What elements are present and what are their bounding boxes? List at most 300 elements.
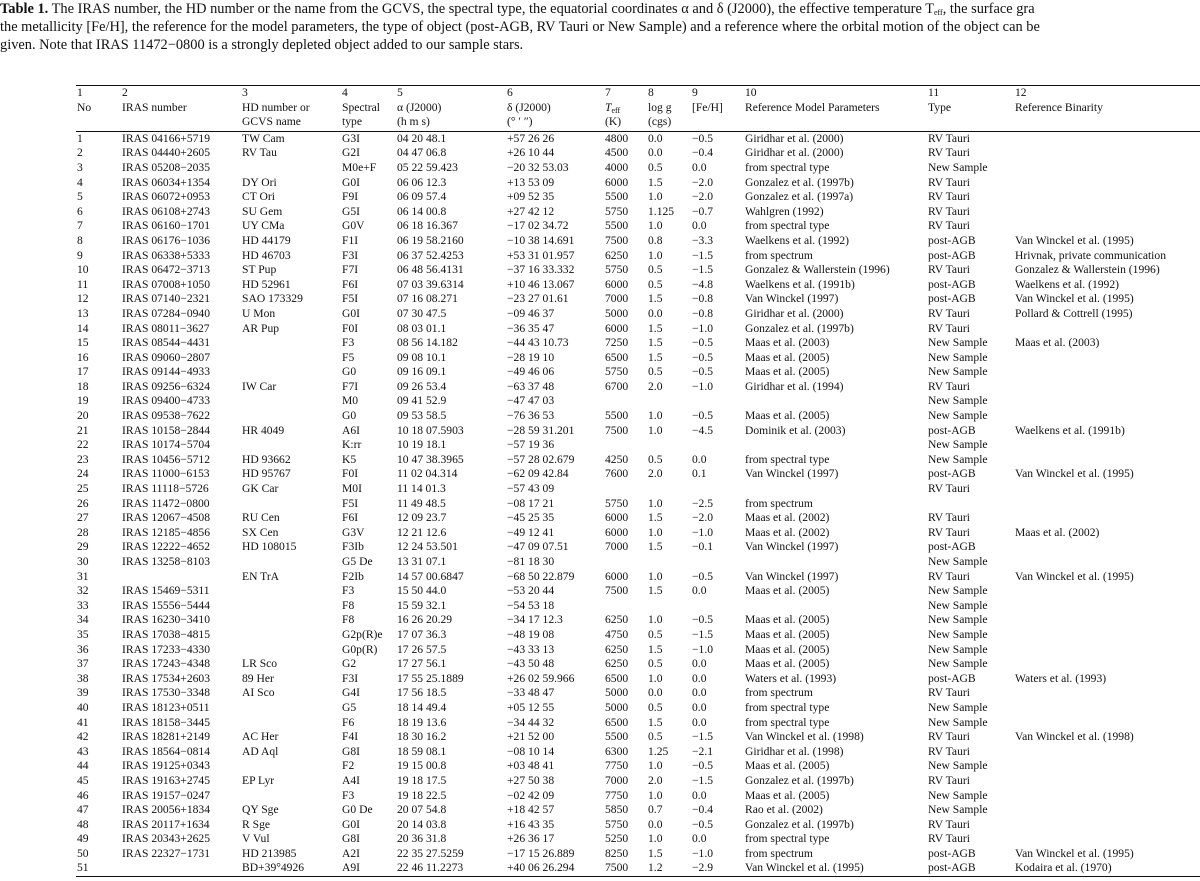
table-cell: 5000 [605, 686, 629, 700]
column-header [927, 101, 1014, 116]
table-cell: 1.0 [648, 496, 663, 510]
table-cell: post-AGB [928, 423, 976, 437]
table-cell: +21 52 00 [507, 730, 555, 744]
table-cell: from spectrum [745, 846, 813, 860]
table-cell: 09 16 09.1 [397, 365, 447, 379]
table-cell: from spectral type [745, 832, 830, 846]
table-cell: −34 17 12.3 [507, 613, 563, 627]
table-cell: 0.0 [648, 686, 663, 700]
table-cell: −1.5 [692, 263, 714, 277]
column-header-text: T [605, 100, 612, 114]
table-cell: 1.0 [648, 409, 663, 423]
table-cell: Gonzalez & Wallerstein (1996) [1015, 263, 1160, 277]
table-cell [241, 628, 341, 643]
table-row [76, 219, 1200, 234]
table-cell: −62 09 42.84 [507, 467, 569, 481]
table-cell: K5 [342, 452, 357, 466]
table-cell: New Sample [928, 613, 988, 627]
table-cell: Van Winckel et al. (1995) [1015, 569, 1134, 583]
table-cell: 11 [77, 277, 89, 291]
table-cell: IRAS 09538−7622 [122, 409, 211, 423]
table-cell: 0.0 [692, 452, 707, 466]
table-cell: F3I [342, 671, 359, 685]
table-cell: 06 48 56.4131 [397, 263, 464, 277]
table-cell: A4I [342, 773, 361, 787]
table-cell: −48 19 08 [507, 627, 555, 641]
table-row [76, 146, 1200, 161]
table-cell: +18 42 57 [507, 803, 555, 817]
column-subheader: (cgs) [647, 115, 691, 131]
table-cell: 0.5 [648, 700, 663, 714]
table-cell: −54 53 18 [507, 598, 555, 612]
table-cell: New Sample [928, 657, 988, 671]
table-cell: +13 53 09 [507, 175, 555, 189]
table-cell: New Sample [928, 394, 988, 408]
table-cell: −3.3 [692, 233, 714, 247]
table-cell: −28 19 10 [507, 350, 555, 364]
table-cell: 18 30 16.2 [397, 730, 447, 744]
column-number: 1 [76, 86, 121, 101]
table-cell: 28 [77, 525, 89, 539]
table-cell: 09 41 52.9 [397, 394, 447, 408]
table-cell: Waelkens et al. (1992) [1015, 277, 1120, 291]
table-cell: 7500 [604, 861, 647, 876]
table-cell: −17 02 34.72 [507, 219, 569, 233]
table-cell [691, 438, 744, 453]
table-row [76, 832, 1200, 847]
column-number: 6 [506, 86, 604, 101]
table-cell: 2.0 [648, 379, 663, 393]
table-cell: IRAS 18564−0814 [122, 744, 211, 758]
table-cell: 6000 [605, 511, 629, 525]
table-cell: 17 26 57.5 [397, 642, 447, 656]
table-cell: 1.0 [648, 525, 663, 539]
table-cell [744, 438, 927, 453]
table-cell: −0.5 [692, 613, 714, 627]
table-row [76, 613, 1200, 628]
table-cell: RV Tauri [928, 569, 970, 583]
table-cell: Maas et al. (2005) [745, 642, 830, 656]
table-cell: post-AGB [928, 248, 976, 262]
table-cell: 26 [77, 496, 89, 510]
table-row [76, 599, 1200, 614]
table-cell: 4500 [605, 146, 629, 160]
table-cell: 17 55 25.1889 [397, 671, 464, 685]
table-cell: RV Tauri [928, 511, 970, 525]
table-cell: 6500 [605, 350, 629, 364]
table-row [76, 628, 1200, 643]
table-cell: 22 46 11.2273 [396, 861, 506, 876]
table-row [76, 380, 1200, 395]
table-cell: Maas et al. (2005) [745, 584, 830, 598]
table-cell: 48 [77, 817, 89, 831]
table-cell: 19 18 22.5 [397, 788, 447, 802]
table-cell: 4750 [605, 627, 629, 641]
table-cell: 10 47 38.3965 [397, 452, 464, 466]
table-cell [1014, 438, 1200, 453]
table-cell: IRAS 11118−5726 [122, 482, 209, 496]
table-row [76, 555, 1200, 570]
column-number: 8 [647, 86, 691, 101]
table-cell: 20 36 31.8 [397, 832, 447, 846]
table-cell: +53 31 01.957 [507, 248, 575, 262]
table-cell: F9I [342, 190, 359, 204]
table-cell: Dominik et al. (2003) [745, 423, 846, 437]
table-cell: −49 46 06 [507, 365, 555, 379]
table-cell: G8I [342, 832, 361, 846]
table-cell [1014, 176, 1200, 191]
table-row [76, 424, 1200, 439]
table-cell: 3 [77, 160, 83, 174]
table-cell: A2I [342, 846, 361, 860]
table-cell: 6250 [605, 613, 629, 627]
table-cell: Waelkens et al. (1991b) [745, 277, 855, 291]
table-cell [744, 599, 927, 614]
table-cell: R Sge [242, 817, 271, 831]
table-cell: IRAS 04440+2605 [122, 146, 211, 160]
table-cell: +26 36 17 [507, 832, 555, 846]
table-cell: 5250 [605, 832, 629, 846]
table-cell: Kodaira et al. (1970) [1014, 861, 1200, 876]
table-cell: RV Tauri [928, 686, 970, 700]
table-cell: 42 [77, 730, 89, 744]
table-caption [0, 0, 1200, 54]
table-cell: 38 [77, 671, 89, 685]
table-cell: 16 26 20.29 [397, 613, 453, 627]
table-cell: −1.0 [692, 321, 714, 335]
table-cell: Wahlgren (1992) [745, 204, 824, 218]
table-cell: IRAS 10456−5712 [122, 452, 211, 466]
table-cell: IRAS 15556−5444 [122, 598, 211, 612]
table-cell: −0.5 [692, 350, 714, 364]
table-row [76, 570, 1200, 585]
table-cell: −43 33 13 [507, 642, 555, 656]
table-cell: post-AGB [927, 861, 1014, 876]
table-cell [744, 482, 927, 497]
column-number: 5 [396, 86, 506, 101]
table-cell [1014, 380, 1200, 395]
table-row [76, 511, 1200, 526]
table-cell [1014, 131, 1200, 146]
table-cell: IRAS 07140−2321 [122, 292, 211, 306]
table-cell: −1.5 [692, 248, 714, 262]
table-label: Table 1. [0, 1, 49, 17]
table-cell [241, 643, 341, 658]
table-row [76, 263, 1200, 278]
table-cell: 5500 [605, 190, 629, 204]
table-cell: 05 22 59.423 [397, 160, 458, 174]
column-header-text: HD number or [242, 100, 310, 114]
table-cell: post-AGB [928, 233, 976, 247]
table-cell: G3I [342, 131, 361, 145]
table-cell: 41 [77, 715, 89, 729]
table-cell: Van Winckel et al. (1998) [1015, 730, 1134, 744]
table-cell: AC Her [242, 730, 279, 744]
table-cell [1014, 803, 1200, 818]
table-cell: 1.5 [648, 584, 663, 598]
column-subheader [121, 115, 241, 131]
table-cell: 44 [77, 759, 89, 773]
table-cell: 11 02 04.314 [397, 467, 458, 481]
table-cell: F8 [342, 598, 355, 612]
table-cell: RV Tau [242, 146, 277, 160]
table-cell: 0.7 [648, 803, 663, 817]
table-cell: 34 [77, 613, 89, 627]
table-cell: −47 09 07.51 [507, 540, 569, 554]
column-header [121, 101, 241, 116]
table-cell: 1.0 [648, 219, 663, 233]
table-cell: 09 53 58.5 [397, 409, 447, 423]
table-cell [1014, 219, 1200, 234]
table-cell: 45 [77, 773, 89, 787]
table-row [76, 176, 1200, 191]
table-cell: −1.5 [692, 730, 714, 744]
table-cell: RV Tauri [928, 525, 970, 539]
table-row [76, 657, 1200, 672]
table-cell: 1.5 [648, 540, 663, 554]
table-cell: −4.5 [692, 423, 714, 437]
column-header [341, 101, 396, 116]
table-cell: Gonzalez et al. (1997b) [745, 773, 854, 787]
table-cell: 0.5 [648, 452, 663, 466]
table-row [76, 526, 1200, 541]
table-cell: EN TrA [242, 569, 280, 583]
table-cell [241, 394, 341, 409]
table-cell: 47 [77, 803, 89, 817]
table-cell: F3 [342, 584, 355, 598]
table-cell: 06 18 16.367 [397, 219, 458, 233]
table-cell: 8250 [605, 846, 629, 860]
table-cell: 06 06 12.3 [397, 175, 447, 189]
table-cell [241, 716, 341, 731]
table-cell: −1.0 [692, 525, 714, 539]
table-cell: 14 57 00.6847 [397, 569, 464, 583]
table-cell: 31 [77, 569, 89, 583]
table-cell [241, 365, 341, 380]
table-cell: 0.1 [692, 467, 707, 481]
caption-text-1: The IRAS number, the HD number or the name from the GCVS, the spectral type, the equatorial coordinates α and δ (J2000), the effective temperature T [51, 1, 934, 17]
table-cell: 89 Her [242, 671, 274, 685]
table-cell: 6500 [605, 671, 629, 685]
table-cell [241, 789, 341, 804]
table-cell: −2.0 [692, 175, 714, 189]
table-cell: IRAS 09144−4933 [122, 365, 211, 379]
table-cell [647, 482, 691, 497]
column-header-text: No [77, 100, 92, 114]
table-cell: Maas et al. (2005) [745, 409, 830, 423]
table-cell: 5000 [605, 306, 629, 320]
table-cell: +09 52 35 [507, 190, 555, 204]
table-row [76, 774, 1200, 789]
table-row [76, 161, 1200, 176]
column-subheader: (K) [604, 115, 647, 131]
table-row [76, 745, 1200, 760]
table-cell: −0.5 [692, 336, 714, 350]
table-cell: +57 26 26 [507, 131, 555, 145]
table-cell: G0 De [342, 803, 373, 817]
table-cell: Waelkens et al. (1992) [745, 233, 850, 247]
table-cell [744, 394, 927, 409]
table-cell: HD 44179 [242, 233, 291, 247]
table-cell: −0.5 [692, 131, 714, 145]
table-cell: −36 35 47 [507, 321, 555, 335]
table-cell [241, 555, 341, 570]
table-cell: 32 [77, 584, 89, 598]
table-cell [1014, 716, 1200, 731]
table-cell: 0.0 [692, 671, 707, 685]
column-subheader [927, 115, 1014, 131]
table-cell: 0.0 [692, 584, 707, 598]
column-header-text: α (J2000) [397, 100, 442, 114]
table-cell [1014, 482, 1200, 497]
table-cell: 18 [77, 379, 89, 393]
table-cell: 08 03 01.1 [397, 321, 447, 335]
table-cell: 0.0 [692, 657, 707, 671]
table-cell: F1I [342, 233, 359, 247]
table-cell: Van Winckel (1997) [745, 292, 839, 306]
table-cell: F3 [342, 336, 355, 350]
table-cell: Van Winckel (1997) [745, 569, 839, 583]
table-cell: IRAS 09400−4733 [122, 394, 211, 408]
table-cell: F0I [342, 467, 359, 481]
table-cell: F6I [342, 511, 359, 525]
table-cell: −1.0 [692, 379, 714, 393]
table-cell: 12 [77, 292, 89, 306]
table-cell: IRAS 19157−0247 [122, 788, 211, 802]
table-cell: −49 12 41 [507, 525, 555, 539]
table-cell: RV Tauri [928, 730, 970, 744]
table-cell: IRAS 06108+2743 [122, 204, 211, 218]
table-cell: 1.5 [648, 642, 663, 656]
table-cell: 11 49 48.5 [397, 496, 446, 510]
table-cell [241, 497, 341, 512]
table-cell: 06 37 52.4253 [397, 248, 464, 262]
table-cell: from spectrum [745, 496, 813, 510]
table-cell: 1.0 [648, 423, 663, 437]
table-cell: G8I [342, 744, 361, 758]
table-cell: 0.0 [692, 160, 707, 174]
column-header [76, 101, 121, 116]
table-cell: +05 12 55 [507, 700, 555, 714]
table-cell: New Sample [928, 336, 988, 350]
column-header [691, 101, 744, 116]
column-header-text: Reference Model Parameters [745, 100, 880, 114]
table-cell: 5000 [605, 700, 629, 714]
table-cell: LR Sco [242, 657, 278, 671]
table-cell: DY Ori [242, 175, 277, 189]
table-row [76, 584, 1200, 599]
table-cell: G2p(R)e [342, 627, 383, 641]
table-cell [1014, 818, 1200, 833]
table-cell: New Sample [928, 350, 988, 364]
table-cell: 10 19 18.1 [397, 438, 447, 452]
table-cell: −57 19 36 [507, 438, 555, 452]
table-cell [241, 161, 341, 176]
table-cell: Giridhar et al. (2000) [745, 306, 844, 320]
table-cell: RV Tauri [928, 263, 970, 277]
table-row [76, 322, 1200, 337]
table-row [76, 234, 1200, 249]
table-cell [1014, 584, 1200, 599]
table-cell: 33 [77, 598, 89, 612]
table-cell: 5750 [605, 817, 629, 831]
table-cell: Maas et al. (2003) [1015, 336, 1100, 350]
table-cell: 9 [77, 248, 83, 262]
table-cell: F3Ib [342, 540, 364, 554]
table-cell: IRAS 11472−0800 [122, 496, 210, 510]
table-cell: post-AGB [928, 277, 976, 291]
table-cell: 6000 [605, 569, 629, 583]
table-cell: IRAS 20117+1634 [122, 817, 210, 831]
table-cell: 6 [77, 204, 83, 218]
table-cell [647, 394, 691, 409]
table-cell: 08 56 14.182 [397, 336, 458, 350]
table-row [76, 730, 1200, 745]
table-cell: −4.8 [692, 277, 714, 291]
table-row [76, 453, 1200, 468]
table-cell: Maas et al. (2002) [745, 511, 830, 525]
table-cell: 20 [77, 409, 89, 423]
table-cell: TW Cam [242, 131, 285, 145]
table-cell: 39 [77, 686, 89, 700]
table-cell: RV Tauri [928, 817, 970, 831]
data-table [76, 85, 1200, 877]
column-subheader [1014, 115, 1200, 131]
table-cell: 13 31 07.1 [397, 555, 447, 568]
table-cell: −0.8 [692, 306, 714, 320]
column-header [396, 101, 506, 116]
table-cell: 0.5 [648, 263, 663, 277]
table-cell: post-AGB [928, 467, 976, 481]
table-cell: Van Winckel et al. (1995) [744, 861, 927, 876]
table-cell [1014, 628, 1200, 643]
table-cell: IRAS 06072+0953 [122, 190, 211, 204]
table-cell: F5I [342, 292, 359, 306]
table-cell: Van Winckel (1997) [745, 540, 839, 554]
table-cell: SU Gem [242, 204, 283, 218]
table-row [76, 249, 1200, 264]
table-cell: 04 47 06.8 [397, 146, 447, 160]
table-cell [744, 555, 927, 570]
table-cell: 6000 [605, 175, 629, 189]
table-cell: +26 02 59.966 [507, 671, 575, 685]
table-row [76, 497, 1200, 512]
table-cell: −20 32 53.03 [507, 160, 569, 174]
table-cell: F7I [342, 263, 359, 277]
table-cell: −0.8 [692, 292, 714, 306]
table-cell [1014, 394, 1200, 409]
column-header [647, 101, 691, 116]
table-cell: −2.1 [692, 744, 714, 758]
table-cell [1014, 701, 1200, 716]
table-cell: Van Winckel et al. (1995) [1015, 233, 1134, 247]
table-cell: IRAS 12222−4652 [122, 540, 211, 554]
table-cell: IRAS 07008+1050 [122, 277, 211, 291]
table-cell: HD 213985 [242, 846, 297, 860]
table-cell: 18 14 49.4 [397, 700, 447, 714]
table-cell: from spectrum [745, 686, 813, 700]
table-cell: GK Car [242, 482, 279, 496]
table-cell: from spectral type [745, 160, 830, 174]
table-cell [241, 613, 341, 628]
table-cell: Giridhar et al. (1994) [745, 379, 844, 393]
table-cell: IRAS 20343+2625 [122, 832, 211, 846]
table-cell: IRAS 17534+2603 [122, 671, 211, 685]
table-cell: 10 [77, 263, 89, 277]
table-cell: Van Winckel (1997) [745, 467, 839, 481]
table-cell: −1.0 [692, 642, 714, 656]
table-cell [1014, 511, 1200, 526]
